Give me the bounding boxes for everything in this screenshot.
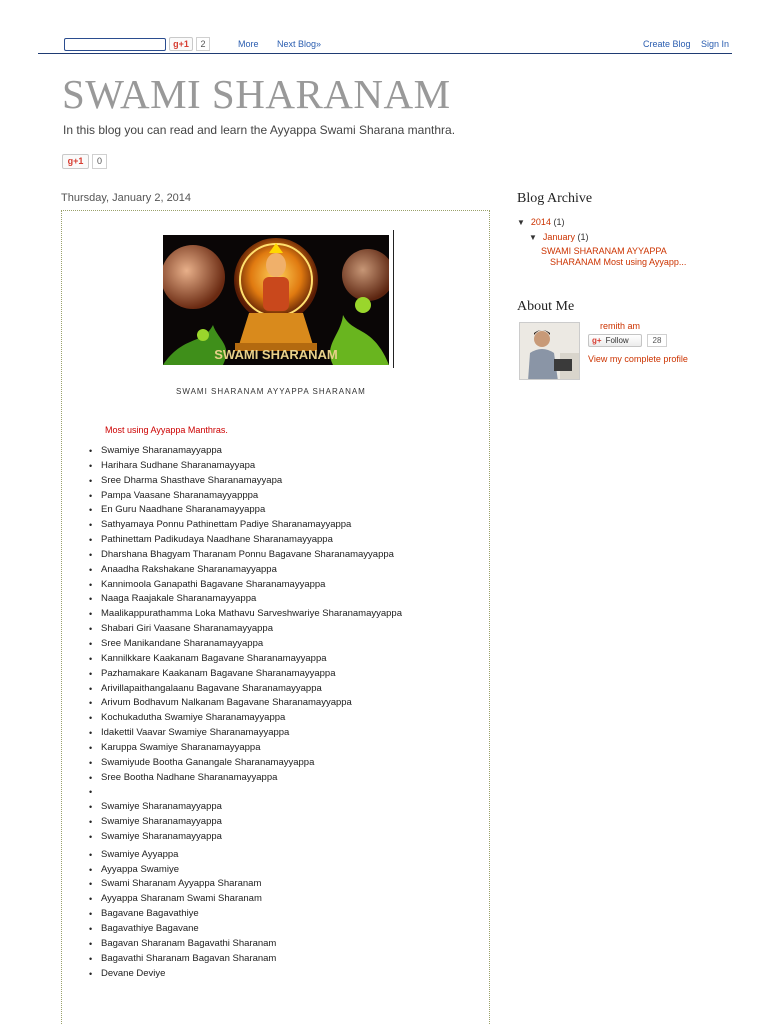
search-input[interactable]: [64, 38, 166, 51]
gplus-share-count: 0: [92, 154, 107, 169]
mantra-list: [89, 444, 402, 981]
navbar: [0, 0, 768, 56]
ayyappa-image: [163, 235, 389, 365]
archive-month-row: [529, 232, 588, 242]
mantra-item: • Anaadha Rakshakane Sharanamayyappa: [89, 563, 402, 578]
mantra-item: • Bagavane Bagavathiye: [89, 907, 402, 922]
sign-in-link[interactable]: Sign In: [701, 39, 730, 49]
gplus-icon: g+: [592, 336, 602, 345]
archive-year-link[interactable]: 2014: [530, 217, 551, 227]
gplus-share-button[interactable]: g+1: [62, 154, 89, 169]
archive-post-link[interactable]: [541, 246, 711, 268]
mantra-item: • Harihara Sudhane Sharanamayyapa: [89, 459, 402, 474]
archive-year-row: [517, 217, 564, 227]
mantra-item: • Devane Deviye: [89, 967, 402, 982]
mantra-item: • Swamiye Sharanamayyappa: [89, 444, 402, 459]
gplus-count: 2: [196, 37, 210, 51]
mantra-item: • Pazhamakare Kaakanam Bagavane Sharanamayyappa: [89, 667, 402, 682]
post-image[interactable]: [163, 235, 389, 365]
mantra-item: • Sathyamaya Ponnu Pathinettam Padiye Sharanamayyappa: [89, 518, 402, 533]
follow-label: Follow: [605, 336, 629, 345]
mantra-item: • Bagavathi Sharanam Bagavan Sharanam: [89, 952, 402, 967]
archive-post-line2: SHARANAM Most using Ayyapp...: [550, 257, 687, 267]
image-border: [393, 230, 394, 368]
follow-count: 28: [647, 334, 667, 347]
mantra-item: • Karuppa Swamiye Sharanamayyappa: [89, 741, 402, 756]
profile-photo: [520, 323, 580, 380]
archive-post-line1: SWAMI SHARANAM AYYAPPA: [541, 246, 667, 256]
mantra-item: • Arivillapaithangalaanu Bagavane Sharanamayyappa: [89, 682, 402, 697]
about-me-title: About Me: [517, 299, 575, 314]
mantra-item: • Kochukadutha Swamiye Sharanamayyappa: [89, 711, 402, 726]
mantra-item: • Bagavan Sharanam Bagavathi Sharanam: [89, 937, 402, 952]
mantra-item: • Maalikappurathamma Loka Mathavu Sarveshwariye Sharanamayyappa: [89, 607, 402, 622]
mantra-item: • Ayyappa Swamiye: [89, 863, 402, 878]
mantra-item: • En Guru Naadhane Sharanamayyappa: [89, 503, 402, 518]
mantra-item: • Sree Dharma Shasthave Sharanamayyapa: [89, 474, 402, 489]
mantra-item: • Sree Manikandane Sharanamayyappa: [89, 637, 402, 652]
mantra-item: • Dharshana Bhagyam Tharanam Ponnu Bagavane Sharanamayyappa: [89, 548, 402, 563]
view-profile-link[interactable]: View my complete profile: [588, 354, 688, 364]
post-subheading: Most using Ayyappa Manthras.: [105, 425, 228, 435]
more-link[interactable]: More: [238, 39, 259, 49]
mantra-item: • Kannilkkare Kaakanam Bagavane Sharanamayyappa: [89, 652, 402, 667]
mantra-item: • Naaga Raajakale Sharanamayyappa: [89, 592, 402, 607]
mantra-item: • Swami Sharanam Ayyappa Sharanam: [89, 877, 402, 892]
mantra-item: • Bagavathiye Bagavane: [89, 922, 402, 937]
mantra-item: • Pampa Vaasane Sharanamayyapppa: [89, 489, 402, 504]
avatar[interactable]: [519, 322, 580, 380]
mantra-item: • Swamiye Ayyappa: [89, 848, 402, 863]
mantra-item: • Shabari Giri Vaasane Sharanamayyappa: [89, 622, 402, 637]
profile-name-link[interactable]: remith am: [600, 321, 641, 331]
post-heading: SWAMI SHARANAM AYYAPPA SHARANAM: [176, 387, 366, 396]
mantra-item: • Ayyappa Sharanam Swami Sharanam: [89, 892, 402, 907]
create-blog-link[interactable]: Create Blog: [643, 39, 691, 49]
gplus-button[interactable]: g+1: [169, 37, 193, 51]
image-caption: SWAMI SHARANAM: [214, 347, 338, 362]
post-date: Thursday, January 2, 2014: [61, 192, 192, 204]
mantra-item: • Swamiye Sharanamayyappa: [89, 830, 402, 845]
blog-description: In this blog you can read and learn the Ayyappa Swami Sharana manthra.: [63, 123, 456, 137]
mantra-item: • Sree Bootha Nadhane Sharanamayyappa: [89, 771, 402, 786]
follow-button[interactable]: [588, 334, 642, 347]
blog-archive-title: Blog Archive: [517, 191, 593, 206]
expand-down-icon[interactable]: ▼: [517, 218, 525, 227]
mantra-item: • Kannimoola Ganapathi Bagavane Sharanamayyappa: [89, 578, 402, 593]
archive-month-count: (1): [577, 232, 589, 242]
mantra-item: • Swamiye Sharanamayyappa: [89, 815, 402, 830]
navbar-divider: [38, 53, 732, 54]
next-blog-link[interactable]: Next Blog»: [277, 39, 322, 49]
mantra-item: • Idakettil Vaavar Swamiye Sharanamayyappa: [89, 726, 402, 741]
archive-year-count: (1): [553, 217, 565, 227]
blog-title[interactable]: SWAMI SHARANAM: [62, 71, 451, 117]
mantra-item: • Arivum Bodhavum Nalkanam Bagavane Sharanamayyappa: [89, 696, 402, 711]
expand-down-icon[interactable]: ▼: [529, 233, 537, 242]
mantra-item: • Pathinettam Padikudaya Naadhane Sharanamayyappa: [89, 533, 402, 548]
mantra-item: [89, 785, 402, 800]
mantra-item: • Swamiye Sharanamayyappa: [89, 800, 402, 815]
archive-month-link[interactable]: January: [542, 232, 575, 242]
mantra-item: • Swamiyude Bootha Ganangale Sharanamayyappa: [89, 756, 402, 771]
